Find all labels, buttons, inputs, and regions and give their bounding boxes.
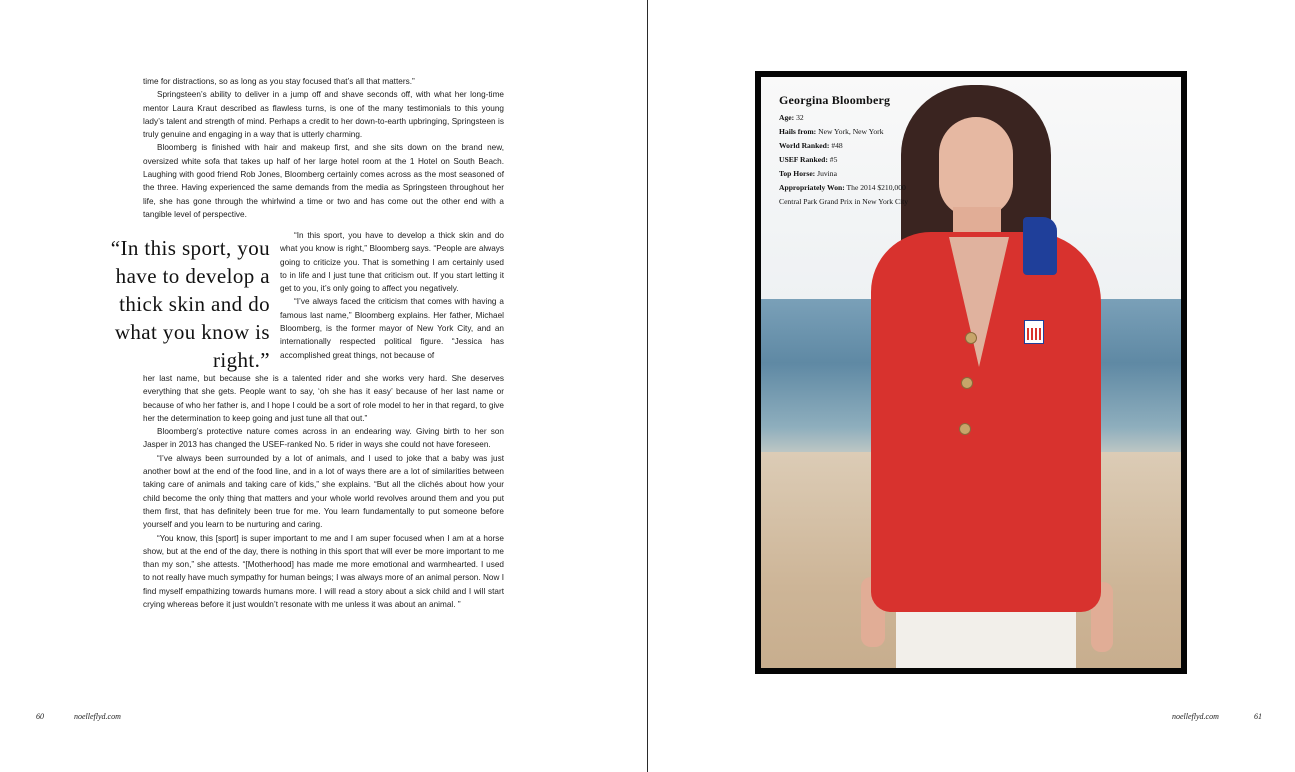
portrait-photo xyxy=(761,77,1181,668)
article-column-bottom xyxy=(143,372,504,611)
pull-quote: “In this sport, you have to develop a thick skin and do what you know is right.” xyxy=(110,236,270,372)
article-paragraph: “I’ve always faced the criticism that comes with having a famous last name,” Bloomberg explains. Her father, Michael Bloomberg, is the former mayor of New York City, and an internationally respected political figure. “Jessica has accomplished great things, not because of xyxy=(280,297,504,360)
photo-jacket-button xyxy=(959,423,971,435)
caption-name: Georgina Bloomberg xyxy=(779,93,891,107)
article-paragraph: Springsteen’s ability to deliver in a jump off and shave seconds off, with what her long-time mentor Laura Kraut described as flawless turns, is one of the many testimonials to this young lady’s talent and strength of mind. Perhaps a credit to her down-to-earth upbringing, Springsteen is truly genuine and engaging in a way that is utterly charming. xyxy=(143,90,504,140)
page-number-right: 61 xyxy=(1254,712,1262,721)
article-paragraph: “I’ve always been surrounded by a lot of animals, and I used to joke that a baby was just another bowl at the end of the food line, and in a lot of ways there are a lot of similarities between taking care of animals and taking care of kids,” she explains. “But all the clichés about how your child become the only thing that matters and your whole world revolves around them and you put them first, that has definitely been true for me. You learn fundamentally to put someone before yourself and you learn to be nurturing and caring. xyxy=(143,453,504,530)
article-paragraph: Bloomberg is finished with hair and makeup first, and she sits down on the brand new, oversized white sofa that takes up half of her large hotel room at the 1 Hotel on South Beach. Laughing with good friend Rob Jones, Bloomberg certainly comes across as the most seasoned of the three. Having experienced the same demands from the media as Springsteen throughout her life, she has gone through the whirlwind a time or two and has come out the other end with a tangible level of perspective. xyxy=(143,143,504,219)
article-paragraph: time for distractions, so as long as you stay focused that’s all that matters.” xyxy=(143,77,415,86)
article-paragraph: “In this sport, you have to develop a thick skin and do what you know is right,” Bloomberg says. “People are always going to criticize you. That is something I am certainly used to in life and I just tune that criticism out. If you start letting it get to you, it’s only going to affect you negatively. xyxy=(280,231,504,294)
photo-jacket-button xyxy=(961,377,973,389)
article-column-beside-quote xyxy=(280,229,504,362)
page-gutter xyxy=(647,0,648,772)
folio-website-left: noelleflyd.com xyxy=(74,712,121,721)
caption-line-world-rank: World Ranked: #48 xyxy=(779,141,843,150)
photo-caption xyxy=(779,93,919,209)
caption-line-won: Appropriately Won: The 2014 $210,000 Central Park Grand Prix in New York City xyxy=(779,183,909,206)
caption-line-usef-rank: USEF Ranked: #5 xyxy=(779,155,838,164)
caption-line-age: Age: 32 xyxy=(779,113,804,122)
photo-usa-crest-badge xyxy=(1024,320,1044,344)
article-paragraph: Bloomberg’s protective nature comes across in an endearing way. Giving birth to her son Jasper in 2013 has changed the USEF-ranked No. 5 rider in ways she could not have foreseen. xyxy=(143,427,504,450)
page-number-left: 60 xyxy=(36,712,44,721)
photo-face xyxy=(939,117,1013,217)
portrait-photo-frame xyxy=(755,71,1187,674)
folio-website-right: noelleflyd.com xyxy=(1172,712,1219,721)
caption-line-top-horse: Top Horse: Juvina xyxy=(779,169,837,178)
article-column-top xyxy=(143,75,504,221)
article-paragraph: her last name, but because she is a talented rider and she works very hard. She deserves everything that she gets. People want to say, ‘oh she has it easy’ because of her last name or because of who her father is, and I hope I could be a sort of role model to her in that regard, to give her the determination to keep going and just tune all that out.” xyxy=(143,374,504,423)
article-paragraph: “You know, this [sport] is super important to me and I am super focused when I am at a horse show, but at the end of the day, there is nothing in this sport that will ever be more important to me than my son,” she attests. “[Motherhood] has made me more emotional and warmhearted. I used to not really have much sympathy for human beings; I was always more of an animal person. Now I find myself empathizing towards humans more. I will read a story about a sick child and I will start crying whereas before it just wouldn’t resonate with me unless it was about an animal. ” xyxy=(143,533,504,610)
caption-line-hometown: Hails from: New York, New York xyxy=(779,127,884,136)
photo-jacket-button xyxy=(965,332,977,344)
photo-blue-collar xyxy=(1023,217,1057,275)
